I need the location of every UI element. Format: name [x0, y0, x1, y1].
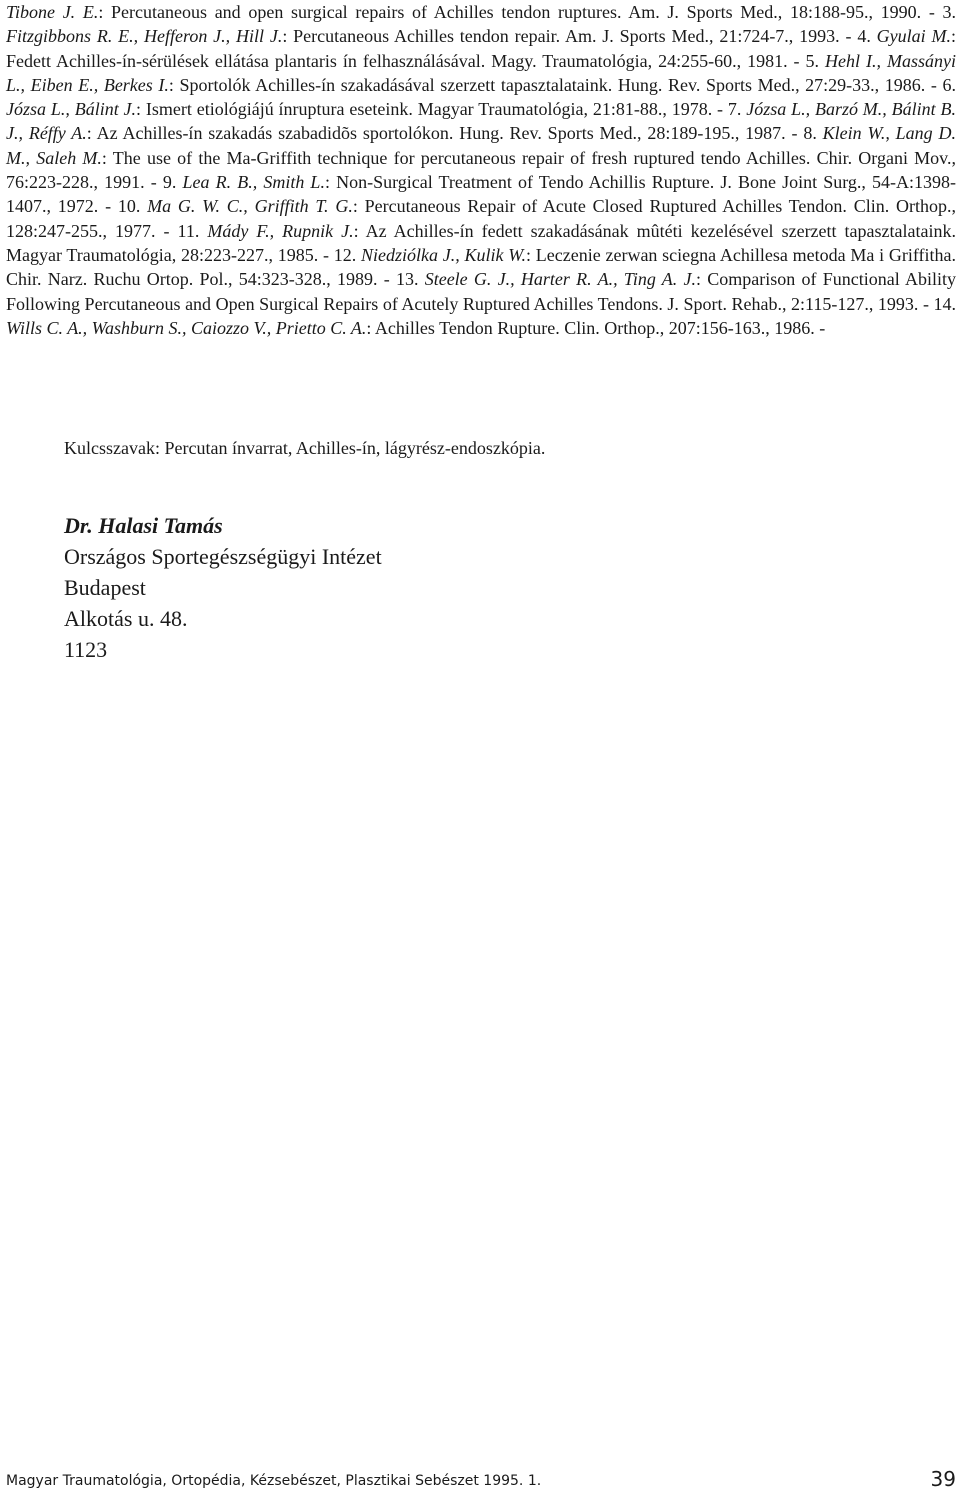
reference-text: : Percutaneous Repair of Acute Closed Ruptured Achilles Tendon. Clin. Orthop., 128:247-255., 1977. - 11.	[6, 196, 956, 241]
reference-authors: Lea R. B., Smith L.	[182, 172, 325, 193]
reference-authors: Gyulai M.	[876, 26, 951, 47]
reference-authors: Steele G. J., Harter R. A., Ting A. J.	[424, 269, 696, 290]
reference-text: : Ismert etiológiájú ínruptura eseteink. Magyar Traumatológia, 21:81-88., 1978. - 7.	[136, 99, 747, 120]
reference-text: : Fedett Achilles-ín-sérülések ellátása plantaris ín felhasználásával. Magy. Traumatológia, 24:255-60., 1981. - 5.	[6, 26, 957, 71]
reference-list	[6, 0, 956, 340]
reference-text: : Non-Surgical Treatment of Tendo Achillis Rupture. J. Bone Joint Surg., 54-A:1398-1407., 1972. - 10.	[6, 172, 956, 217]
reference-authors: Niedziólka J., Kulik W.	[360, 244, 527, 265]
reference-authors: Józsa L., Bálint J.	[6, 99, 137, 120]
postcode: 1123	[64, 637, 108, 662]
street-address: Alkotás u. 48.	[64, 606, 188, 631]
reference-authors: Ma G. W. C., Griffith T. G.	[147, 196, 353, 217]
reference-authors: Mády F., Rupnik J.	[207, 220, 354, 241]
reference-authors: Józsa L., Barzó M., Bálint B. J., Réffy A.	[6, 99, 956, 144]
reference-text: : Achilles Tendon Rupture. Clin. Orthop., 207:156-163., 1986. -	[366, 317, 826, 338]
journal-footer: Magyar Traumatológia, Ortopédia, Kézsebészet, Plasztikai Sebészet 1995. 1.	[6, 1473, 542, 1489]
institute-name: Országos Sportegészségügyi Intézet	[64, 544, 382, 569]
reference-text: : Comparison of Functional Ability Following Percutaneous and Open Surgical Repairs of Acutely Ruptured Achilles Tendons. J. Sport. Rehab., 2:115-127., 1993. - 14.	[6, 269, 956, 314]
city: Budapest	[64, 575, 146, 600]
author-address	[64, 510, 382, 665]
reference-text: : Percutaneous Achilles tendon repair. Am. J. Sports Med., 21:724-7., 1993. - 4.	[282, 26, 877, 47]
reference-text: : Percutaneous and open surgical repairs of Achilles tendon ruptures. Am. J. Sports Med., 18:188-95., 1990. - 3.	[98, 2, 956, 22]
page-number: 39	[930, 1467, 956, 1491]
reference-authors: Tibone J. E.	[6, 2, 99, 22]
keywords: Kulcsszavak: Percutan ínvarrat, Achilles-ín, lágyrész-endoszkópia.	[64, 438, 546, 458]
reference-authors: Fitzgibbons R. E., Hefferon J., Hill J.	[6, 26, 283, 47]
reference-text: : Sportolók Achilles-ín szakadásával szerzett tapasztalataink. Hung. Rev. Sports Med., 27:29-33., 1986. - 6.	[168, 74, 956, 95]
reference-authors: Wills C. A., Washburn S., Caiozzo V., Prietto C. A.	[6, 317, 367, 338]
author-name: Dr. Halasi Tamás	[64, 513, 223, 538]
reference-authors: Klein W., Lang D. M., Saleh M.	[6, 123, 956, 168]
reference-text: : Az Achilles-ín fedett szakadásának mûtéti kezelésével szerzett tapasztalataink. Magyar Traumatológia, 28:223-227., 1985. - 12.	[6, 220, 957, 265]
reference-text: : Leczenie zerwan sciegna Achillesa metoda Ma i Griffitha. Chir. Narz. Ruchu Ortop. Pol., 54:323-328., 1989. - 13.	[6, 244, 956, 290]
reference-text: : Az Achilles-ín szakadás szabadidõs sportolókon. Hung. Rev. Sports Med., 28:189-195., 1987. - 8.	[86, 123, 823, 144]
reference-text: : The use of the Ma-Griffith technique for percutaneous repair of fresh ruptured tendo Achilles. Chir. Organi Mov., 76:223-228., 1991. - 9.	[6, 147, 956, 193]
reference-authors: Hehl I., Massányi L., Eiben E., Berkes I.	[6, 50, 957, 95]
